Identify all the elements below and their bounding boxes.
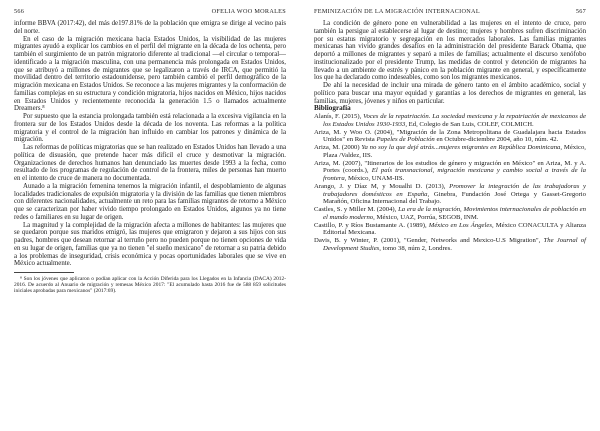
bib-entry-details: , Ed, Colegio de San Luis, COLEF, COLMICH. <box>405 120 534 128</box>
bib-entry-author: Alanís, F. (2015), <box>314 113 364 120</box>
footnote: ⁸ Son los jóvenes que aplicaron o podían aplicar con la Acción Diferida para los Llegados en la Infancia (DACA) 2012-2016. De acuerdo al Anuario de migración y remesas México 2017: "El acumulado hasta 2016 fue de 588 859 solicitudes iniciales aprobadas para mexicanos" (2017:69). <box>14 276 286 295</box>
right-body-text <box>314 20 586 253</box>
bib-entry-author: Davis, B. y Winter, P. (2001), "Gender, Networks and Mexico-U.S Migration", <box>314 237 544 244</box>
bib-entry-author: Ariza, M. (2000) <box>314 144 362 151</box>
bibliography-heading: Bibliografía <box>314 104 351 113</box>
bibliography-entry <box>314 144 586 160</box>
left-body-text <box>14 20 286 295</box>
bibliography-entry <box>314 113 586 129</box>
bibliography-list <box>314 113 586 253</box>
paragraph: La magnitud y la complejidad de la migración afecta a millones de habitantes: las mujeres que se quedaron porque sus maridos emigró, las mujeres que emigraron y dejaron a sus hijos con sus padres, hombres que desean retornar al terruño pero no pueden porque no tienen opciones de vida en su lugar de origen, familias que ya no tienen "el sueño mexicano" de retornar a su patria debido a los problemas de inseguridad, crisis económica y pocas oportunidades laborales que se vive en México actualmente. <box>14 221 286 268</box>
paragraph: Por supuesto que la estancia prolongada también está relacionada a la excesiva vigilancia en la frontera sur de los Estados Unidos desde la década de los noventa. Las reformas a la política migratoria y el control de la migración han influido en cambiar los patrones y dinámica de la migración. <box>14 113 286 144</box>
paragraph: En el caso de la migración mexicana hacia Estados Unidos, la visibilidad de las mujeres migrantes ayudó a explicar los cambios en el perfil del migrante en la década de los ochenta, pero también el surgimiento de un patrón migratorio diferente al tradicional —el circular o temporal— identificado a la migración masculina, con una permanencia más prolongada en Estados Unidos, que se atribuyó a millones de migrantes que se legalizaron a través de IRCA, que permitió la movilidad dentro del territorio estadounidense, pero también cambió el perfil demográfico de la migración mexicana en Estados Unidos. Se reconoce a las mujeres migrantes y la conformación de familias complejas en su estructura y condición migratoria, hijos nacidos en México, hijos nacidos en Estados Unidos y recientemente reconocida la generación 1.5 o llamados actualmente Dreamers.⁸ <box>14 35 286 113</box>
right-running-title: FEMINIZACIÓN DE LA MIGRACIÓN INTERNACIONAL <box>314 8 480 15</box>
paragraph: informe BBVA (2017:42), del más de197.81% de la población que emigra se dirige al vecino país del norte. <box>14 20 286 35</box>
bib-entry-title: La era de la migración, Movimientos internacionales de población en el mundo moderno <box>323 206 586 221</box>
left-running-title: OFELIA WOO MORALES <box>211 8 286 15</box>
bib-entry-details: , México CONACULTA y Alianza Editorial Mexicana. <box>323 221 587 237</box>
bib-entry-title: Promover la integración de las trabajadoras y trabajadores domésticos en España <box>323 182 586 198</box>
bib-entry-author: Ariza, M. y Woo O. (2004), "Migración de la Zona Metropolitana de Guadalajara hacia Estados Unidos" en Revista <box>314 128 586 144</box>
right-page-number: 567 <box>575 8 586 15</box>
bib-entry-author: Castles, S. y Miller M. (2004), <box>314 206 399 213</box>
right-running-head <box>314 8 586 18</box>
bib-entry-title: Voces de la repatriación. La sociedad mexicana y la repatriación de mexicanos de los Estados Unidos 1930-1933 <box>323 113 586 128</box>
bib-entry-details: , tomo 38, núm 2, Londres. <box>379 244 452 252</box>
bib-entry-details: , México, UNAM-IIS. <box>344 175 405 182</box>
bib-entry-title: The Journal of Development Studies <box>323 237 586 252</box>
bibliography-entry <box>314 160 586 183</box>
left-page-number: 566 <box>14 8 25 15</box>
paragraph: Aunado a la migración femenina tenemos la migración infantil, el despoblamiento de algunas localidades tradicionales de expulsión migratoria y la división de las familias que tienen miembros con diferentes nacionalidades, actualmente un reto para las familias migrantes de retorno a México que se caracterizan por haber vivido tiempo prolongado en Estados Unidos, algunos ya no tiene redes o familiares en su lugar de origen. <box>14 182 286 221</box>
bibliography-entry <box>314 129 586 145</box>
bib-entry-details: , México, Plaza /Valdez, IIS. <box>323 144 586 159</box>
bib-entry-title: Papeles de Población <box>376 136 435 144</box>
bib-entry-details: , México, UAZ, Porrúa, SEGOB, INM. <box>373 213 479 221</box>
bib-entry-title: Ya no soy la que dejé atrás...mujeres migrantes en República Dominicana <box>361 144 561 151</box>
bib-entry-author: Castillo, P. y Ríos Bustamante A. (1989), <box>314 221 429 229</box>
bib-entry-details: en Octubre-diciembre 2004, año 10, núm. 42. <box>434 136 559 144</box>
paragraph: La condición de género pone en vulnerabilidad a las mujeres en el intento de cruce, pero también la persigue al establecerse al lugar de destino; mujeres y hombres sufren discriminación por su estatus migratorio y segregación en los mercados laborales. Las familias migrantes mexicanas han vivido grandes desafíos en la administración del presidente Barack Obama, que deportó a millones de migrantes y separó a miles de familias; actualmente el discurso xenófobo institucionalizado por el presidente Trump, las medidas de control y detención de migrantes ha llevado a un ambiente de estrés y pánico en la población migrante en general, y específicamente los que ha declarado como indeseables, como son los migrantes mexicanos. <box>314 20 586 82</box>
paragraph: Las reformas de políticas migratorias que se han realizado en Estados Unidos han llevado a una política de disuasión, que pretende hacer más difícil el cruce y desmotivar la migración. Organizaciones de derechos humanos han denunciado las muertes desde 1993 a la fecha, como resultado de los programas de regulación de control de la frontera, miles de personas han muerto en el intento de cruce de manera no documentada. <box>14 144 286 182</box>
right-page <box>300 0 600 431</box>
bibliography-entry <box>314 222 586 238</box>
bib-entry-title: El país transnacional, migración mexicana y cambio social a través de la frontera <box>323 167 586 182</box>
paragraph: De ahí la necesidad de incluir una mirada de género tanto en el ámbito académico, social y político para buscar una mayor equidad y garantías a los derechos de migrantes en general, las familias, mujeres, jóvenes y niños en particular. <box>314 82 586 105</box>
left-running-head <box>14 8 286 18</box>
bib-entry-title: México en Los Ángeles <box>428 221 492 229</box>
bibliography-entry <box>314 206 586 222</box>
bib-entry-author: Arango, J. y Díaz M, y Moualhi D. (2013), <box>314 182 450 190</box>
bib-entry-details: , Ginebra, Fundación José Ortega y Gasset-Gregorio Marañón, Oficina Internacional del Trabajo. <box>323 190 586 206</box>
bib-entry-author: Ariza, M. (2007), "Itinerarios de los estudios de género y migración en México" en Ariza, M. y A. Portes (coords.), <box>314 159 586 175</box>
bibliography-entry <box>314 183 586 206</box>
footnote-divider <box>14 272 74 273</box>
bibliography-entry <box>314 237 586 253</box>
